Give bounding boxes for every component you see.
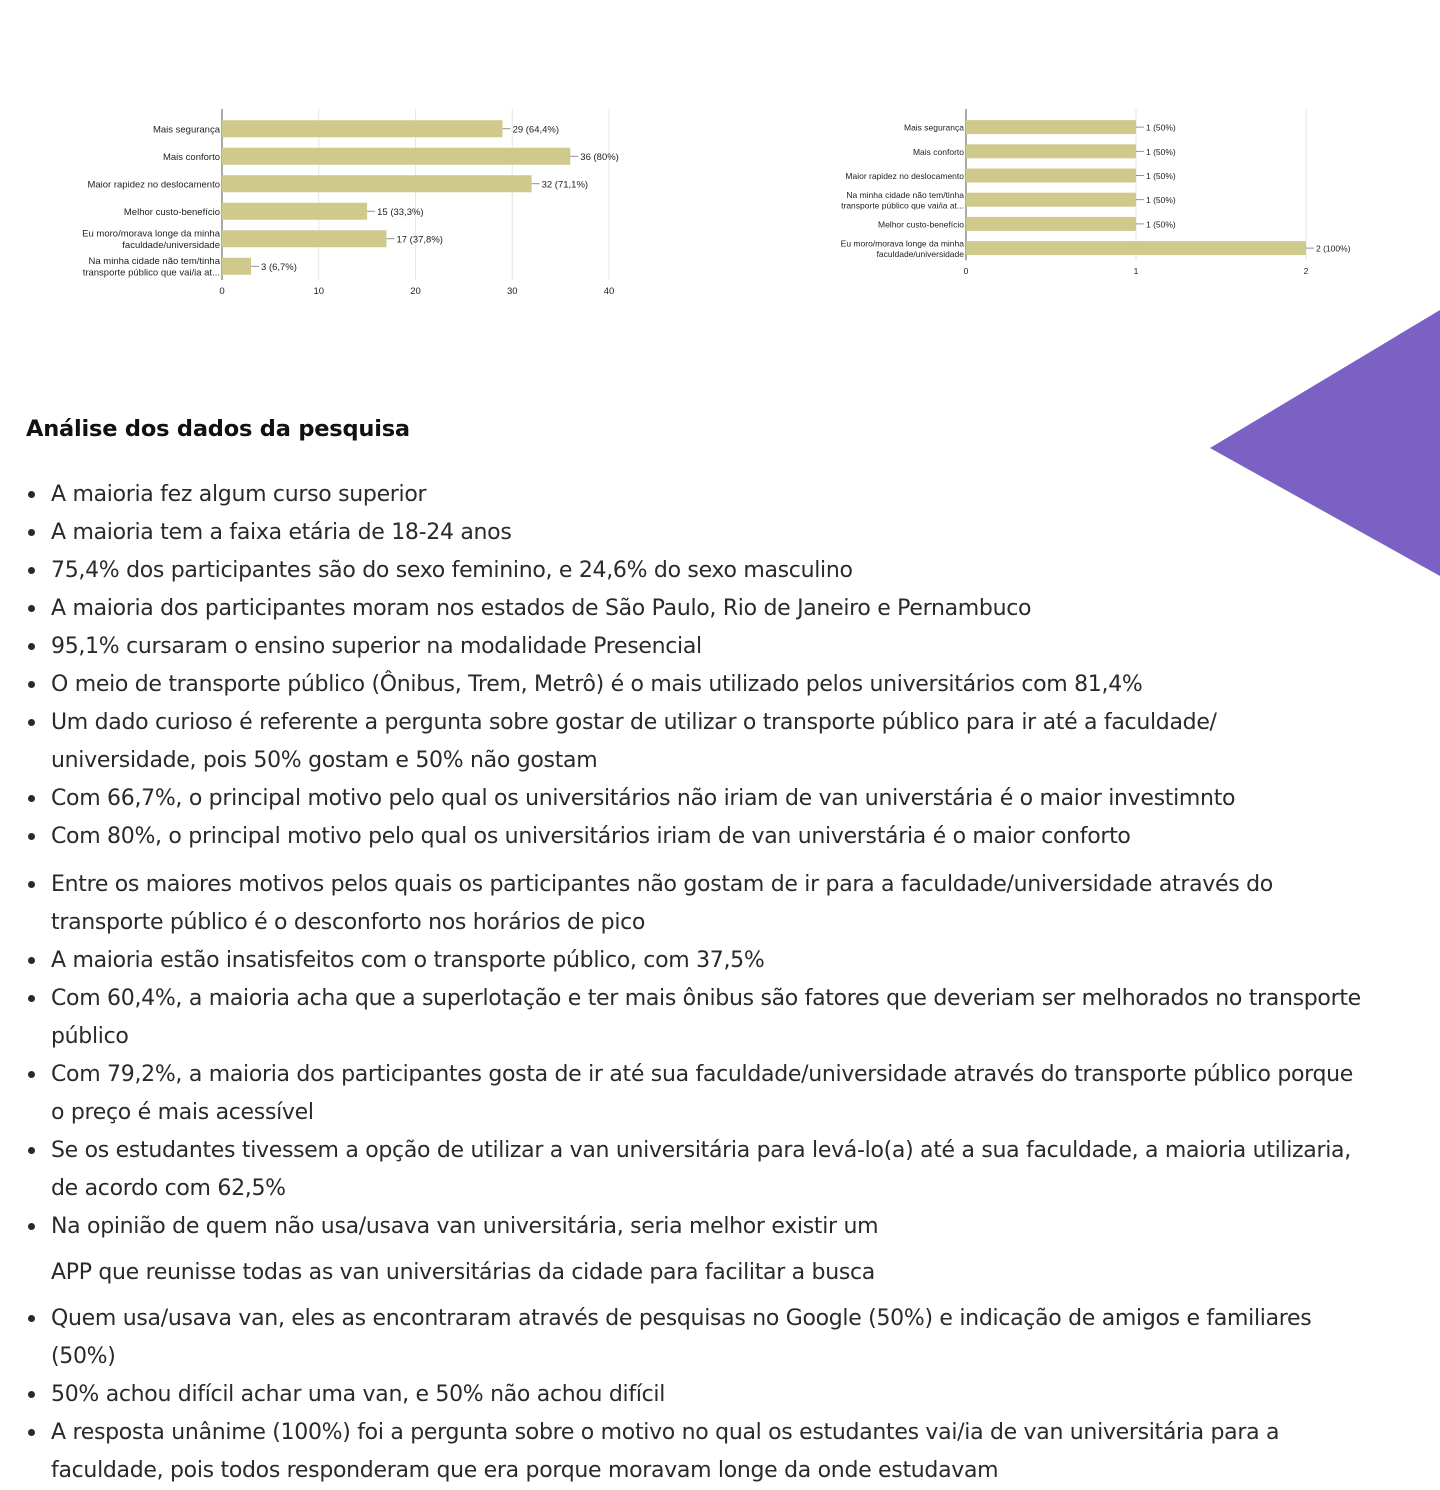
- category-label: Mais segurança: [903, 122, 964, 133]
- list-item-continuation: APP que reunisse todas as van universitárias da cidade para facilitar a busca: [51, 1260, 875, 1285]
- bullet-icon: [28, 1315, 35, 1322]
- list-item: Um dado curioso é referente a pergunta sobre gostar de utilizar o transporte público para ir até a faculdade/ universidade, pois 50% gostam e 50% não gostam: [26, 704, 1366, 780]
- bar: [966, 120, 1136, 134]
- bullet-icon: [28, 795, 35, 802]
- data-label: 1 (50%): [1146, 195, 1176, 206]
- data-label: 1 (50%): [1146, 219, 1176, 230]
- section-title: Análise dos dados da pesquisa: [26, 416, 410, 442]
- list-item: O meio de transporte público (Ônibus, Trem, Metrô) é o mais utilizado pelos universitários com 81,4%: [26, 666, 1366, 704]
- x-tick-label: 0: [219, 286, 225, 297]
- bar: [222, 230, 386, 247]
- x-tick-label: 2: [1303, 266, 1309, 277]
- bullet-icon: [28, 491, 35, 498]
- data-label: 17 (37,8%): [396, 234, 443, 246]
- list-item: A resposta unânime (100%) foi a pergunta sobre o motivo no qual os estudantes vai/ia de van universitária para a faculdade, pois todos responderam que era porque moravam longe da onde estudavam: [26, 1414, 1366, 1490]
- bar: [966, 241, 1306, 255]
- chart-reasons-would-use-van: [60, 105, 680, 310]
- x-tick-label: 20: [410, 286, 421, 297]
- bar: [222, 148, 570, 165]
- findings-list: [26, 476, 1366, 1490]
- bullet-icon: [28, 567, 35, 574]
- data-label: 1 (50%): [1146, 171, 1176, 181]
- category-label: Melhor custo-benefício: [123, 206, 220, 218]
- data-label: 36 (80%): [580, 151, 619, 163]
- list-item: Com 60,4%, a maioria acha que a superlotação e ter mais ônibus são fatores que deveriam ser melhorados no transporte público: [26, 980, 1366, 1056]
- bullet-icon: [28, 1147, 35, 1154]
- category-label: faculdade/universidade: [122, 240, 220, 251]
- bar: [966, 144, 1136, 158]
- list-item: A maioria estão insatisfeitos com o transporte público, com 37,5%: [26, 942, 1366, 980]
- bullet-icon: [28, 1223, 35, 1230]
- x-tick-label: 10: [313, 286, 325, 297]
- data-label: 2 (100%): [1316, 243, 1351, 254]
- bullet-icon: [28, 995, 35, 1002]
- bullet-icon: [28, 719, 35, 726]
- list-item: A maioria dos participantes moram nos estados de São Paulo, Rio de Janeiro e Pernambuco: [26, 590, 1366, 628]
- category-label: Melhor custo-benefício: [878, 219, 964, 230]
- list-item: Com 66,7%, o principal motivo pelo qual os universitários não iriam de van universtária é o maior investimnto: [26, 780, 1366, 818]
- bullet-icon: [28, 1071, 35, 1078]
- bullet-icon: [28, 833, 35, 840]
- chart-1-svg: [60, 105, 680, 310]
- category-label: Mais conforto: [912, 146, 964, 157]
- chart-reasons-use-van: [820, 105, 1400, 290]
- bar: [966, 217, 1136, 231]
- category-label: Mais segurança: [152, 124, 220, 136]
- bullet-icon: [28, 605, 35, 612]
- list-item: 95,1% cursaram o ensino superior na modalidade Presencial: [26, 628, 1366, 666]
- category-label: Eu moro/morava longe da minha: [840, 238, 964, 249]
- category-label: Eu moro/morava longe da minha: [82, 228, 220, 240]
- bar: [966, 193, 1136, 207]
- category-label: Na minha cidade não tem/tinha: [846, 189, 964, 200]
- list-item: Com 80%, o principal motivo pelo qual os universitários iriam de van universtária é o maior conforto: [26, 818, 1366, 856]
- chart-2-svg: [820, 105, 1400, 290]
- data-label: 1 (50%): [1146, 122, 1176, 133]
- list-item: 50% achou difícil achar uma van, e 50% não achou difícil: [26, 1376, 1366, 1414]
- x-tick-label: 30: [506, 286, 518, 297]
- list-item: Na opinião de quem não usa/usava van universitária, seria melhor existir um: [26, 1208, 1366, 1246]
- data-label: 3 (6,7%): [261, 261, 297, 273]
- bar: [222, 175, 532, 192]
- bullet-icon: [28, 643, 35, 650]
- category-label: Maior rapidez no deslocamento: [845, 171, 964, 181]
- bullet-icon: [28, 881, 35, 888]
- list-item: A maioria tem a faixa etária de 18-24 anos: [26, 514, 1366, 552]
- data-label: 29 (64,4%): [512, 124, 560, 136]
- category-label: faculdade/universidade: [876, 248, 964, 259]
- bullet-icon: [28, 1429, 35, 1436]
- bullet-icon: [28, 957, 35, 964]
- category-label: Mais conforto: [162, 151, 220, 163]
- bar: [222, 258, 251, 275]
- data-label: 1 (50%): [1146, 146, 1176, 157]
- category-label: transporte público que vai/ia at...: [82, 267, 220, 279]
- list-item: Entre os maiores motivos pelos quais os participantes não gostam de ir para a faculdade/universidade através do transporte público é o desconforto nos horários de pico: [26, 866, 1366, 942]
- list-item: 75,4% dos participantes são do sexo feminino, e 24,6% do sexo masculino: [26, 552, 1366, 590]
- bullet-icon: [28, 681, 35, 688]
- bar: [222, 203, 367, 220]
- category-label: Maior rapidez no deslocamento: [87, 179, 220, 191]
- bullet-icon: [28, 529, 35, 536]
- bar: [222, 120, 503, 137]
- x-tick-label: 40: [603, 286, 615, 297]
- category-label: transporte público que vai/ia at...: [841, 200, 964, 211]
- list-item: Se os estudantes tivessem a opção de utilizar a van universitária para levá-lo(a) até a sua faculdade, a maioria utilizaria, de acordo com 62,5%: [26, 1132, 1366, 1208]
- data-label: 15 (33,3%): [377, 206, 424, 218]
- list-item: A maioria fez algum curso superior: [26, 476, 1366, 514]
- list-item: Quem usa/usava van, eles as encontraram através de pesquisas no Google (50%) e indicação de amigos e familiares (50%): [26, 1300, 1366, 1376]
- category-label: Na minha cidade não tem/tinha: [88, 256, 220, 267]
- data-label: 32 (71,1%): [541, 179, 589, 191]
- bullet-icon: [28, 1391, 35, 1398]
- bar: [966, 169, 1136, 183]
- x-tick-label: 0: [963, 266, 969, 277]
- x-tick-label: 1: [1133, 266, 1139, 277]
- list-item: Com 79,2%, a maioria dos participantes gosta de ir até sua faculdade/universidade através do transporte público porque o preço é mais acessível: [26, 1056, 1366, 1132]
